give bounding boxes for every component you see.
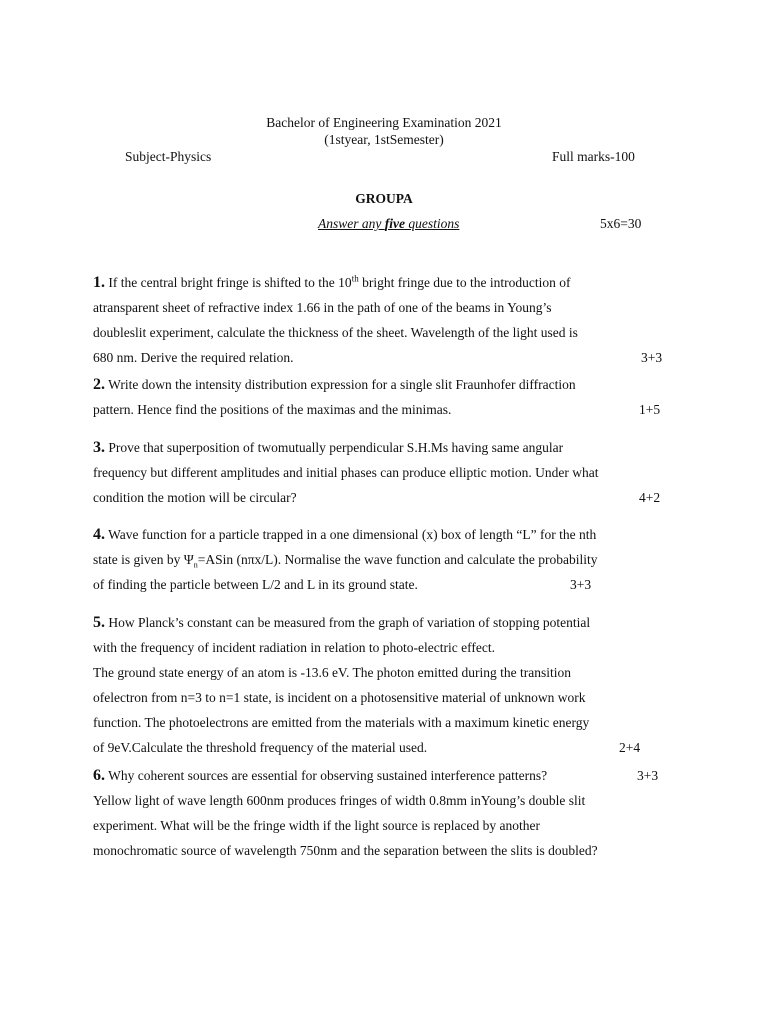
question-line (93, 572, 675, 597)
question-line: doubleslit experiment, calculate the thickness of the sheet. Wavelength of the light used is (93, 325, 578, 340)
question-text: bright fringe due to the introduction of (358, 275, 571, 290)
question-text: state is given by Ψ (93, 552, 194, 567)
instruction-text-post: questions (404, 216, 460, 231)
question-line (93, 610, 675, 635)
question-text: of finding the particle between L/2 and L in its ground state. (93, 577, 418, 592)
question-6 (93, 763, 675, 863)
question-marks: 2+4 (619, 740, 641, 755)
question-4 (93, 522, 675, 597)
question-line (93, 547, 675, 572)
question-line (93, 435, 675, 460)
question-5 (93, 610, 675, 760)
question-line (93, 270, 675, 295)
question-marks: 3+3 (570, 577, 592, 592)
group-instruction (318, 216, 459, 232)
question-text: Prove that superposition of twomutually perpendicular S.H.Ms having same angular (108, 440, 564, 455)
question-number: 4. (93, 526, 105, 543)
question-text: Why coherent sources are essential for observing sustained interference patterns? (108, 768, 548, 783)
question-line (93, 763, 675, 788)
instruction-text-bold: five (384, 216, 405, 231)
question-line: Yellow light of wave length 600nm produces fringes of width 0.8mm inYoung’s double slit (93, 793, 586, 808)
question-number: 6. (93, 767, 105, 784)
question-line (93, 372, 675, 397)
question-line: frequency but different amplitudes and initial phases can produce elliptic motion. Under what (93, 465, 599, 480)
full-marks-label: Full marks-100 (552, 149, 635, 164)
question-text: If the central bright fringe is shifted to the 10 (108, 275, 352, 290)
question-3 (93, 435, 675, 510)
group-marks: 5x6=30 (600, 216, 642, 231)
question-line: function. The photoelectrons are emitted from the materials with a maximum kinetic energy (93, 715, 590, 730)
question-line (93, 397, 675, 422)
question-line: monochromatic source of wavelength 750nm and the separation between the slits is doubled? (93, 843, 598, 858)
exam-title: Bachelor of Engineering Examination 2021 (266, 115, 502, 130)
question-text: 680 nm. Derive the required relation. (93, 350, 294, 365)
question-text: Write down the intensity distribution expression for a single slit Fraunhofer diffraction (108, 377, 576, 392)
subscript: n (193, 560, 198, 570)
question-line: experiment. What will be the fringe width if the light source is replaced by another (93, 818, 540, 833)
question-line: The ground state energy of an atom is -13.6 eV. The photon emitted during the transition (93, 665, 572, 680)
question-1 (93, 270, 675, 370)
question-line: ofelectron from n=3 to n=1 state, is incident on a photosensitive material of unknown work (93, 690, 586, 705)
question-number: 1. (93, 274, 105, 291)
question-line: with the frequency of incident radiation in relation to photo-electric effect. (93, 640, 495, 655)
question-number: 3. (93, 439, 105, 456)
question-line (93, 522, 675, 547)
group-title: GROUPA (355, 191, 413, 206)
question-text: of 9eV.Calculate the threshold frequency of the material used. (93, 740, 428, 755)
question-number: 2. (93, 376, 105, 393)
instruction-text-pre: Answer any (318, 216, 385, 231)
question-text: condition the motion will be circular? (93, 490, 297, 505)
question-marks: 3+3 (641, 350, 663, 365)
question-2 (93, 372, 675, 422)
subject-label: Subject-Physics (125, 149, 212, 164)
question-number: 5. (93, 614, 105, 631)
question-text: =ASin (nπx/L). Normalise the wave function and calculate the probability (197, 552, 598, 567)
year-semester: (1styear, 1stSemester) (324, 132, 444, 147)
question-marks: 3+3 (637, 768, 659, 783)
question-marks: 1+5 (639, 402, 661, 417)
question-line: atransparent sheet of refractive index 1.66 in the path of one of the beams in Young’s (93, 300, 552, 315)
question-marks: 4+2 (639, 490, 661, 505)
question-line (93, 345, 675, 370)
superscript: th (351, 273, 359, 284)
question-text: pattern. Hence find the positions of the maximas and the minimas. (93, 402, 452, 417)
question-text: How Planck’s constant can be measured from the graph of variation of stopping potential (108, 615, 591, 630)
question-text: Wave function for a particle trapped in a one dimensional (x) box of length “L” for the nth (108, 527, 597, 542)
question-line (93, 735, 675, 760)
question-line (93, 485, 675, 510)
